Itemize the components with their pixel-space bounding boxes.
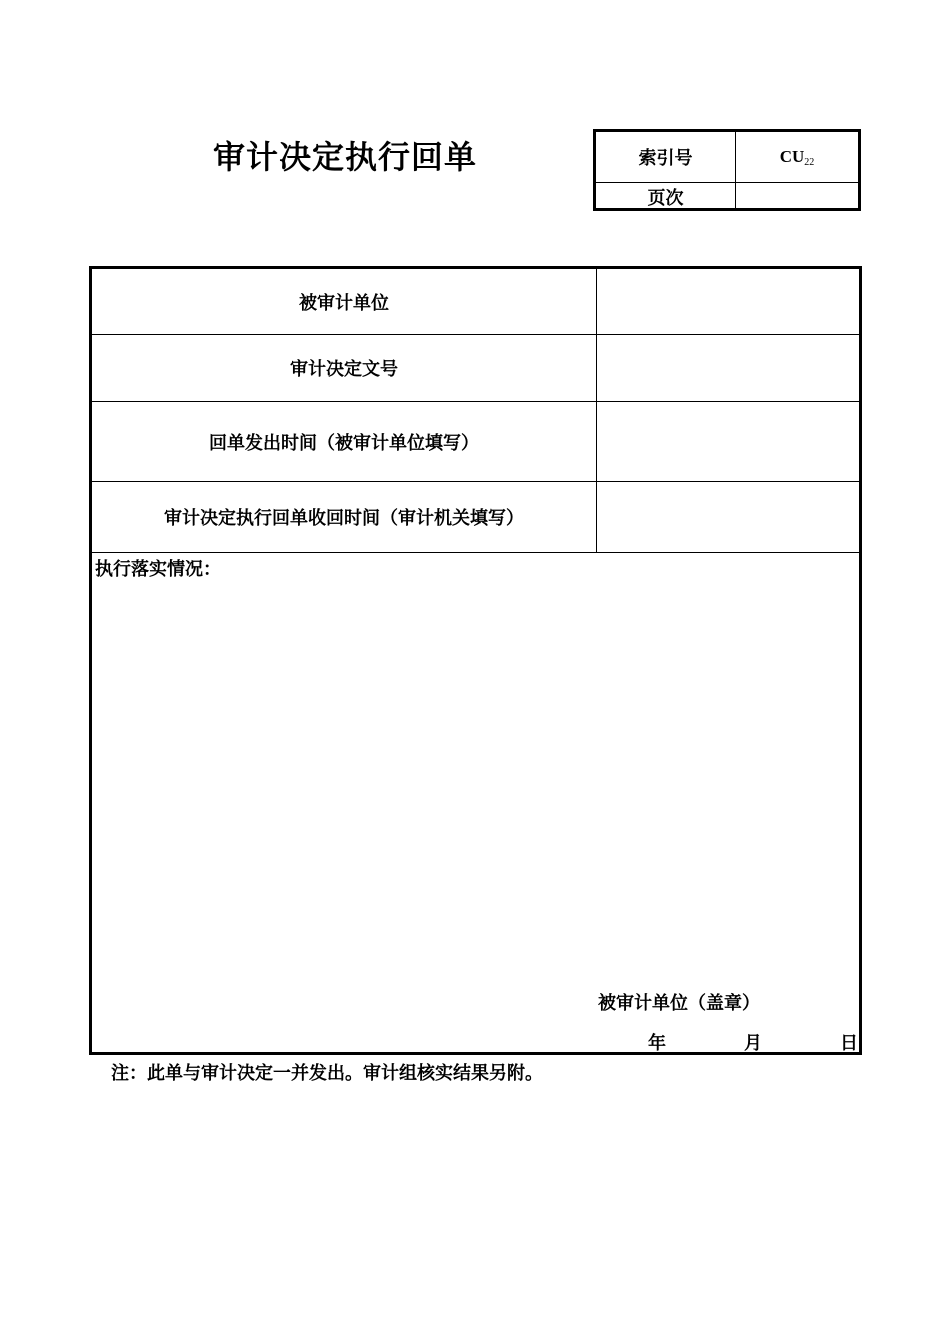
form-table bbox=[89, 266, 862, 1055]
decision-number-field[interactable] bbox=[597, 335, 859, 401]
index-number-value bbox=[736, 132, 858, 182]
audited-unit-field[interactable] bbox=[597, 269, 859, 334]
date-month-label: 月 bbox=[744, 1033, 762, 1054]
table-row bbox=[92, 269, 859, 335]
date-day-label: 日 bbox=[840, 1033, 858, 1054]
receipt-return-time-field[interactable] bbox=[597, 482, 859, 552]
seal-label: 被审计单位（盖章） bbox=[598, 993, 760, 1014]
index-box bbox=[593, 129, 861, 211]
index-code-main: CU bbox=[779, 146, 805, 166]
implementation-status-label: 执行落实情况： bbox=[95, 559, 221, 580]
table-row bbox=[92, 335, 859, 402]
page-value[interactable] bbox=[736, 183, 858, 211]
page-row bbox=[596, 183, 858, 211]
footnote: 注：此单与审计决定一并发出。审计组核实结果另附。 bbox=[111, 1063, 543, 1084]
index-number-label: 索引号 bbox=[596, 132, 736, 182]
receipt-issue-time-field[interactable] bbox=[597, 402, 859, 481]
index-row bbox=[596, 132, 858, 183]
decision-number-label: 审计决定文号 bbox=[92, 335, 597, 401]
table-row bbox=[92, 482, 859, 553]
page-label: 页次 bbox=[596, 183, 736, 211]
index-code-sub: 22 bbox=[804, 156, 815, 168]
document-title: 审计决定执行回单 bbox=[212, 138, 477, 176]
table-row bbox=[92, 402, 859, 482]
date-year-label: 年 bbox=[648, 1033, 666, 1054]
index-code bbox=[780, 147, 815, 168]
audited-unit-label: 被审计单位 bbox=[92, 269, 597, 334]
receipt-return-time-label: 审计决定执行回单收回时间（审计机关填写） bbox=[92, 482, 597, 552]
receipt-issue-time-label: 回单发出时间（被审计单位填写） bbox=[92, 402, 597, 481]
